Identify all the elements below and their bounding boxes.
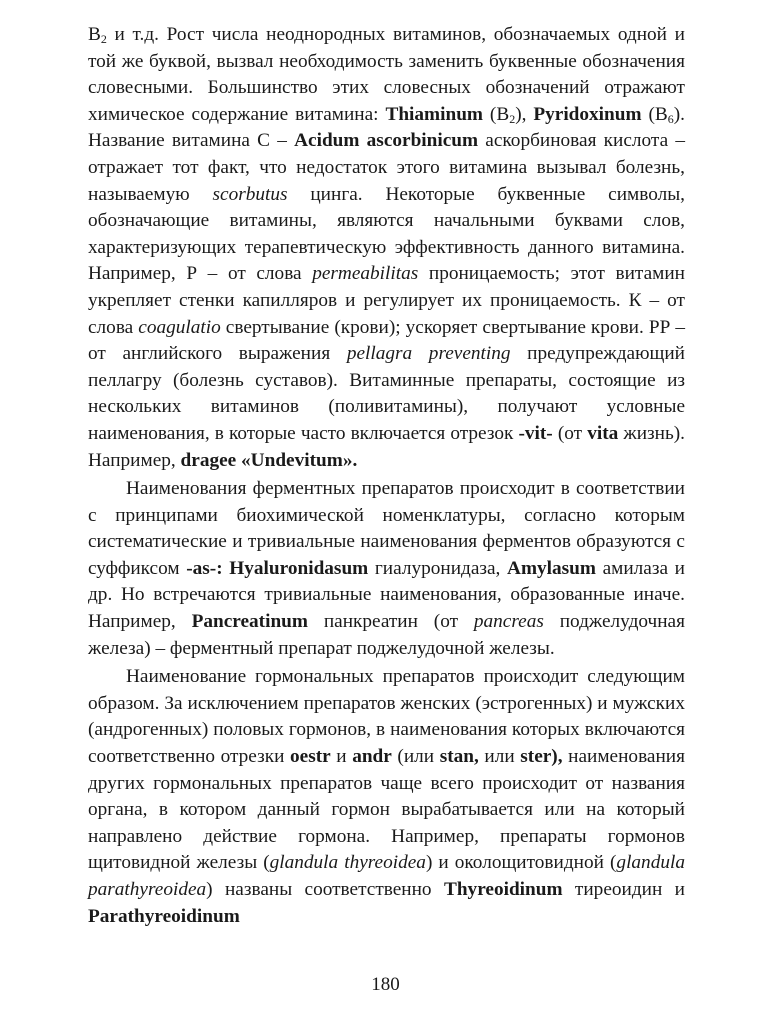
text-run: поджелудочная железа) – ферментный препарат поджелудочной железы. bbox=[88, 611, 685, 659]
text-run: аскорбиновая кислота – отражает тот факт, что недостаток этого витамина вызывал болезнь, называемую bbox=[88, 130, 685, 205]
text-run: ), bbox=[515, 103, 534, 125]
bold-term: Acidum ascorbinicum bbox=[294, 130, 479, 152]
italic-term: pancreas bbox=[473, 611, 544, 633]
text-run: жизнь). Например, bbox=[88, 422, 685, 471]
bold-term: vita bbox=[587, 422, 619, 444]
text-run: ). Название витамина С – bbox=[88, 103, 685, 152]
text-run: Наименования ферментных препаратов происходит в соответствии с принципами биохимической номенклатуры, согласно которым систематические и тривиальные наименования ферментов образуются с суффиксом bbox=[88, 478, 685, 579]
bold-term: dragee «Undevitum». bbox=[180, 449, 358, 471]
text-run: гиалуронидаза, bbox=[368, 557, 508, 579]
page-number: 180 bbox=[371, 974, 400, 995]
italic-term: glandula parathyreoidea bbox=[88, 852, 685, 900]
text-run: и bbox=[330, 746, 353, 768]
paragraph bbox=[88, 22, 685, 474]
text-run: панкреатин (от bbox=[307, 611, 474, 633]
italic-term: pellagra preventing bbox=[346, 343, 511, 365]
bold-term: Pyridoxinum bbox=[533, 103, 642, 125]
bold-term: ster), bbox=[520, 746, 563, 768]
paragraph bbox=[88, 664, 685, 930]
text-run: (B bbox=[482, 103, 510, 125]
text-run: тиреоидин и bbox=[562, 879, 685, 900]
bold-term: -as-: bbox=[186, 557, 223, 579]
text-run: амилаза и др. Но встречаются тривиальные наименования, образованные иначе. Например, bbox=[88, 557, 685, 633]
text-run: и т.д. Рост числа неоднородных витаминов, обозначаемых одной и той же буквой, вызвал необходимость заменить буквенные обозначения словесными. Большинство этих словесных обозначений отражают химическое содержание витамина: bbox=[88, 24, 685, 125]
text-run: цинга. Некоторые буквенные символы, обозначающие витамины, являются начальными буквами слов, характеризующих терапевтическую эффективность данного витамина. Например, Р – от слова bbox=[88, 183, 685, 285]
bold-term: Amylasum bbox=[507, 557, 596, 579]
bold-term: Thiaminum bbox=[385, 103, 483, 125]
bold-term: andr bbox=[352, 746, 392, 768]
italic-term: permeabilitas bbox=[312, 263, 419, 285]
subscript: 2 bbox=[100, 32, 107, 46]
bold-term: Hyaluronidasum bbox=[229, 557, 369, 579]
text-run: (от bbox=[552, 422, 588, 444]
text-run: свертывание (крови); ускоряет свертывание крови. РР – от английского выражения bbox=[88, 316, 685, 365]
text-run: проницаемость; этот витамин укрепляет стенки капилляров и регулирует их проницаемость. К – от слова bbox=[88, 263, 685, 338]
text-run: B bbox=[88, 24, 101, 45]
bold-term: -vit- bbox=[518, 422, 553, 444]
bold-term: Parathyreoidinum bbox=[88, 905, 240, 927]
text-run: или bbox=[478, 746, 521, 768]
text-run: Наименование гормональных препаратов происходит следующим образом. За исключением препаратов женских (эстрогенных) и мужских (андрогенных) половых гормонов, в наименования которых включаются соответственно отрезки bbox=[88, 666, 685, 768]
text-run: (B bbox=[641, 103, 668, 125]
text-run: ) и околощитовидной ( bbox=[425, 852, 617, 874]
text-run: (или bbox=[391, 746, 440, 768]
text-body bbox=[88, 22, 685, 930]
bold-term: stan, bbox=[439, 746, 479, 768]
italic-term: scorbutus bbox=[212, 183, 288, 205]
bold-term: oestr bbox=[290, 746, 331, 768]
italic-term: glandula thyreoidea bbox=[269, 852, 426, 874]
text-run: предупреждающий пеллагру (болезнь суставов). Витаминные препараты, состоящие из нескольких витаминов (поливитамины), получают условные наименования, в которые часто включается отрезок bbox=[88, 343, 685, 444]
subscript: 2 bbox=[509, 111, 516, 126]
text-run: наименования других гормональных препаратов чаще всего происходит от названия органа, в котором данный гормон вырабатывается или на который направлено действие гормона. Например, препараты гормонов щитовидной железы ( bbox=[88, 746, 685, 874]
paragraph bbox=[88, 476, 685, 662]
bold-term: Pancreatinum bbox=[191, 611, 308, 633]
italic-term: coagulatio bbox=[138, 316, 221, 338]
subscript: 6 bbox=[667, 111, 674, 126]
bold-term: Thyreoidinum bbox=[443, 879, 563, 900]
text-run: ) названы соответственно bbox=[206, 879, 444, 900]
